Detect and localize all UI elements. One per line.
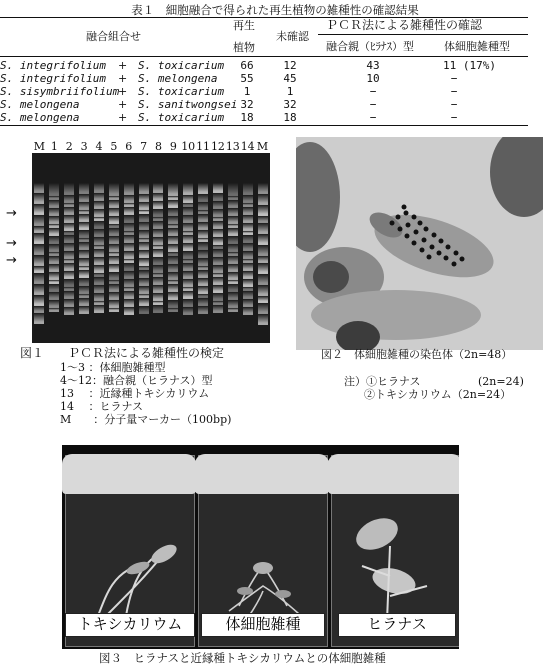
gel-image [32,153,270,343]
table-bottom-rule [0,125,528,126]
gel-lane [198,183,208,343]
row1-plus: + [118,59,128,72]
gel-lane-label: 14 [240,140,255,153]
gel-lane-label: 12 [210,140,225,153]
header-combo: 融合組合せ [86,30,141,43]
row4-regen: 32 [240,98,254,111]
header-regen-1: 再生 [233,19,255,32]
row1-somatic: 11 (17%) [443,59,496,72]
figure2-note-2: ②トキシカリウム（2n=24） [364,388,512,401]
figure1-legend-1: 1～3 ：体細胞雑種型 [60,361,166,374]
figure2-note-1: 注）①ヒラナス [344,375,421,388]
header-unconfirmed: 未確認 [276,30,309,43]
arrow-icon: → [6,253,17,268]
row5-species-a: S. melongena [0,111,80,124]
row4-somatic: − [450,98,458,111]
figure2-caption: 図２ 体細胞雑種の染色体（2n=48） [321,348,513,361]
gel-lane [258,183,268,343]
gel-lane [79,183,89,343]
row4-plus: + [118,98,128,111]
gel-lane-label: 1 [50,140,58,153]
gel-lane [34,183,44,343]
gel-lane-label: 9 [169,140,177,153]
gel-lane [168,183,178,343]
figure1-legend-4: 14 ：ヒラナス [60,400,144,413]
gel-lane [94,183,104,343]
header-parent: 融合親（ﾋﾗﾅｽ）型 [326,40,414,53]
gel-lane-label: 4 [95,140,103,153]
gel-lane-label: 7 [140,140,148,153]
plant-photo [62,445,459,649]
gel-lane-label: 3 [80,140,88,153]
gel-lane [109,183,119,343]
row4-species-b: S. sanitwongsei [138,98,238,111]
row5-species-b: S. toxicarium [138,111,225,124]
gel-lane [124,183,134,343]
gel-lane-label: 5 [110,140,118,153]
gel-lane [213,183,223,343]
row3-unconfirmed: 1 [286,85,294,98]
gel-lane-label: 11 [196,140,211,153]
gel-lane-label: 10 [181,140,196,153]
row2-regen: 55 [240,72,254,85]
row3-parent-type: − [369,85,377,98]
row4-unconfirmed: 32 [283,98,297,111]
row2-parent-type: 10 [366,72,380,85]
row2-unconfirmed: 45 [283,72,297,85]
row3-somatic: − [450,85,458,98]
row3-regen: 1 [243,85,251,98]
gel-lane-label: 2 [65,140,73,153]
row2-somatic: − [450,72,458,85]
photo-label-hiranasu: ヒラナス [338,613,456,637]
gel-lane-label: 8 [154,140,162,153]
photo-label-somatic-hybrid: 体細胞雑種 [201,613,325,637]
row5-somatic: − [450,111,458,124]
row3-species-a: S. sisymbriifolium [0,85,120,98]
row1-unconfirmed: 12 [283,59,297,72]
gel-lane-label: 13 [225,140,240,153]
row4-species-a: S. melongena [0,98,80,111]
gel-lane [183,183,193,343]
figure2-note-1-count: (2n=24) [478,375,524,388]
figure3-caption: 図３ ヒラナスと近縁種トキシカリウムとの体細胞雑種 [99,651,386,665]
gel-lane [49,183,59,343]
row4-parent-type: − [369,98,377,111]
header-somatic: 体細胞雑種型 [444,40,510,53]
row5-regen: 18 [240,111,254,124]
figure1-legend-5: M ：分子量マーカー（100bp) [60,413,232,426]
row1-parent-type: 43 [366,59,380,72]
row5-parent-type: − [369,111,377,124]
row1-species-a: S. integrifolium [0,59,106,72]
row3-species-b: S. toxicarium [138,85,225,98]
header-pcr-rule [318,34,528,35]
arrow-icon: → [6,236,17,251]
row2-plus: + [118,72,128,85]
header-pcr: ＰＣＲ法による雑種性の確認 [326,18,483,32]
micrograph-drawing [296,137,543,350]
row5-unconfirmed: 18 [283,111,297,124]
row1-species-b: S. toxicarium [138,59,225,72]
gel-lane [243,183,253,343]
table-header-rule [0,56,528,57]
row5-plus: + [118,111,128,124]
row3-plus: + [118,85,128,98]
gel-lane [139,183,149,343]
figure1-caption: 図１ ＰＣＲ法による雑種性の検定 [20,346,225,360]
row2-species-b: S. melongena [138,72,218,85]
gel-lane-label: M [33,140,46,153]
chromosome-micrograph [296,137,543,350]
header-regen-2: 植物 [233,41,255,54]
row2-species-a: S. integrifolium [0,72,106,85]
arrow-icon: → [6,206,17,221]
gel-lane-label: 6 [125,140,133,153]
photo-label-toxicarium: トキシカリウム [65,613,195,637]
gel-lane-label: M [256,140,269,153]
figure1-legend-3: 13 ：近縁種トキシカリウム [60,387,210,400]
gel-lane [64,183,74,343]
figure1-legend-2: 4～12：融合親（ヒラナス）型 [60,374,213,387]
gel-lane [153,183,163,343]
row1-regen: 66 [240,59,254,72]
table-caption: 表１ 細胞融合で得られた再生植物の雑種性の確認結果 [131,3,419,17]
gel-lane [228,183,238,343]
